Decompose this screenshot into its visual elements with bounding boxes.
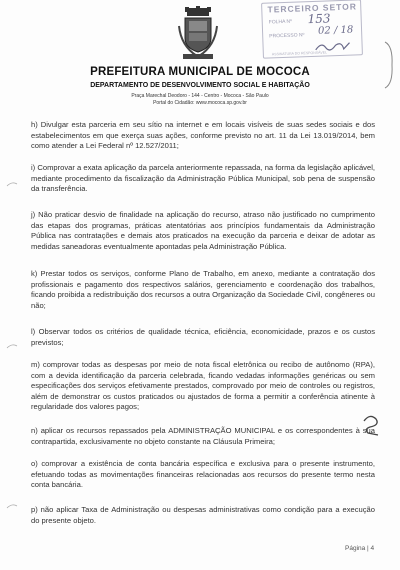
margin-mark-icon [6, 180, 18, 188]
page-number: Página | 4 [345, 545, 375, 552]
address: Praça Marechal Deodoro - 144 - Centro - Mococa - São Paulo [131, 93, 269, 99]
stamp-footer: ASSINATURA DO RESPONSÁVEL [271, 50, 328, 57]
portal-url: Portal do Cidadão: www.mococa.sp.gov.br [153, 100, 247, 106]
clause-n: n) aplicar os recursos repassados pela ADMINISTRAÇÃO MUNICIPAL e os correspondentes à sua contrapartida, exclusivamente no objeto constante na Cláusula Primeira; [31, 426, 375, 446]
clause-h: h) Divulgar esta parceria em seu sítio na internet e em locais visíveis de suas sedes sociais e dos estabelecimentos em que exerça suas ações, conforme previsto no art. 11 da Lei 13.019/2014, bem como atender a Lei Federal nº 12.527/2011; [31, 120, 375, 151]
margin-mark-icon [6, 502, 18, 510]
clause-o: o) comprovar a existência de conta bancária específica e exclusiva para o presente instrumento, efetuando todas as movimentações financeiras relacionadas aos recursos do presente termo nesta conta bancária. [31, 459, 375, 490]
clause-p: p) não aplicar Taxa de Administração ou despesas administrativas como condição para a execução do presente objeto. [31, 505, 375, 525]
municipal-coat-of-arms-icon [177, 6, 219, 62]
stamp-process-label: PROCESSO Nº [269, 32, 305, 40]
stamp-sheet-label: FOLHA Nº [268, 18, 293, 26]
handwritten-annotation-icon [360, 413, 382, 437]
stamp-process-value: 02 / 18 [317, 24, 354, 37]
clause-k: k) Prestar todos os serviços, conforme Plano de Trabalho, em anexo, mediante a contratação dos profissionais e pagamento dos respectivos salários, gerenciamento e coordenação dos trabalhos, ficando proibida a redistribuição dos recursos a outra Organização da Sociedade Civil, congêneres ou não; [31, 269, 375, 310]
clause-m: m) comprovar todas as despesas por meio de nota fiscal eletrônica ou recibo de autônomo (RPA), com a devida identificação da parceria celebrada, ficando vedadas informações genéricas ou sem especificações dos serviços efetivamente prestados, comprovado por meio de controles ou registros, além de demonstrar os custos praticados ou ajustados de forma a permitir a conferência atinente à regularidade dos valores pagos; [31, 360, 375, 412]
stamp-sheet-value: 153 [307, 11, 331, 27]
protocol-stamp [261, 0, 363, 59]
clause-i: i) Comprovar a exata aplicação da parcela anteriormente repassada, na forma da legislação aplicável, mediante procedimento da fiscalização da Administração Pública Municipal, sob pena de suspensão da transferência. [31, 163, 375, 194]
org-name: PREFEITURA MUNICIPAL DE MOCOCA [90, 66, 310, 78]
clause-j: j) Não praticar desvio de finalidade na aplicação do recurso, atraso não justificado no cumprimento das etapas dos programas, práticas atentatórias aos princípios fundamentais da Administração Pública nas contratações e demais atos praticados na execução da parceria e deixar de adotar as medidas saneadoras eventualmente apontadas pela Administração Pública. [31, 210, 375, 251]
clause-l: l) Observar todos os critérios de qualidade técnica, eficiência, economicidade, prazos e os custos previstos; [31, 327, 375, 347]
stamp-title: TERCEIRO SETOR [267, 1, 358, 15]
margin-bracket-icon [383, 40, 395, 90]
margin-mark-icon [6, 342, 18, 350]
department-name: DEPARTAMENTO DE DESENVOLVIMENTO SOCIAL E HABITAÇÃO [90, 82, 310, 89]
